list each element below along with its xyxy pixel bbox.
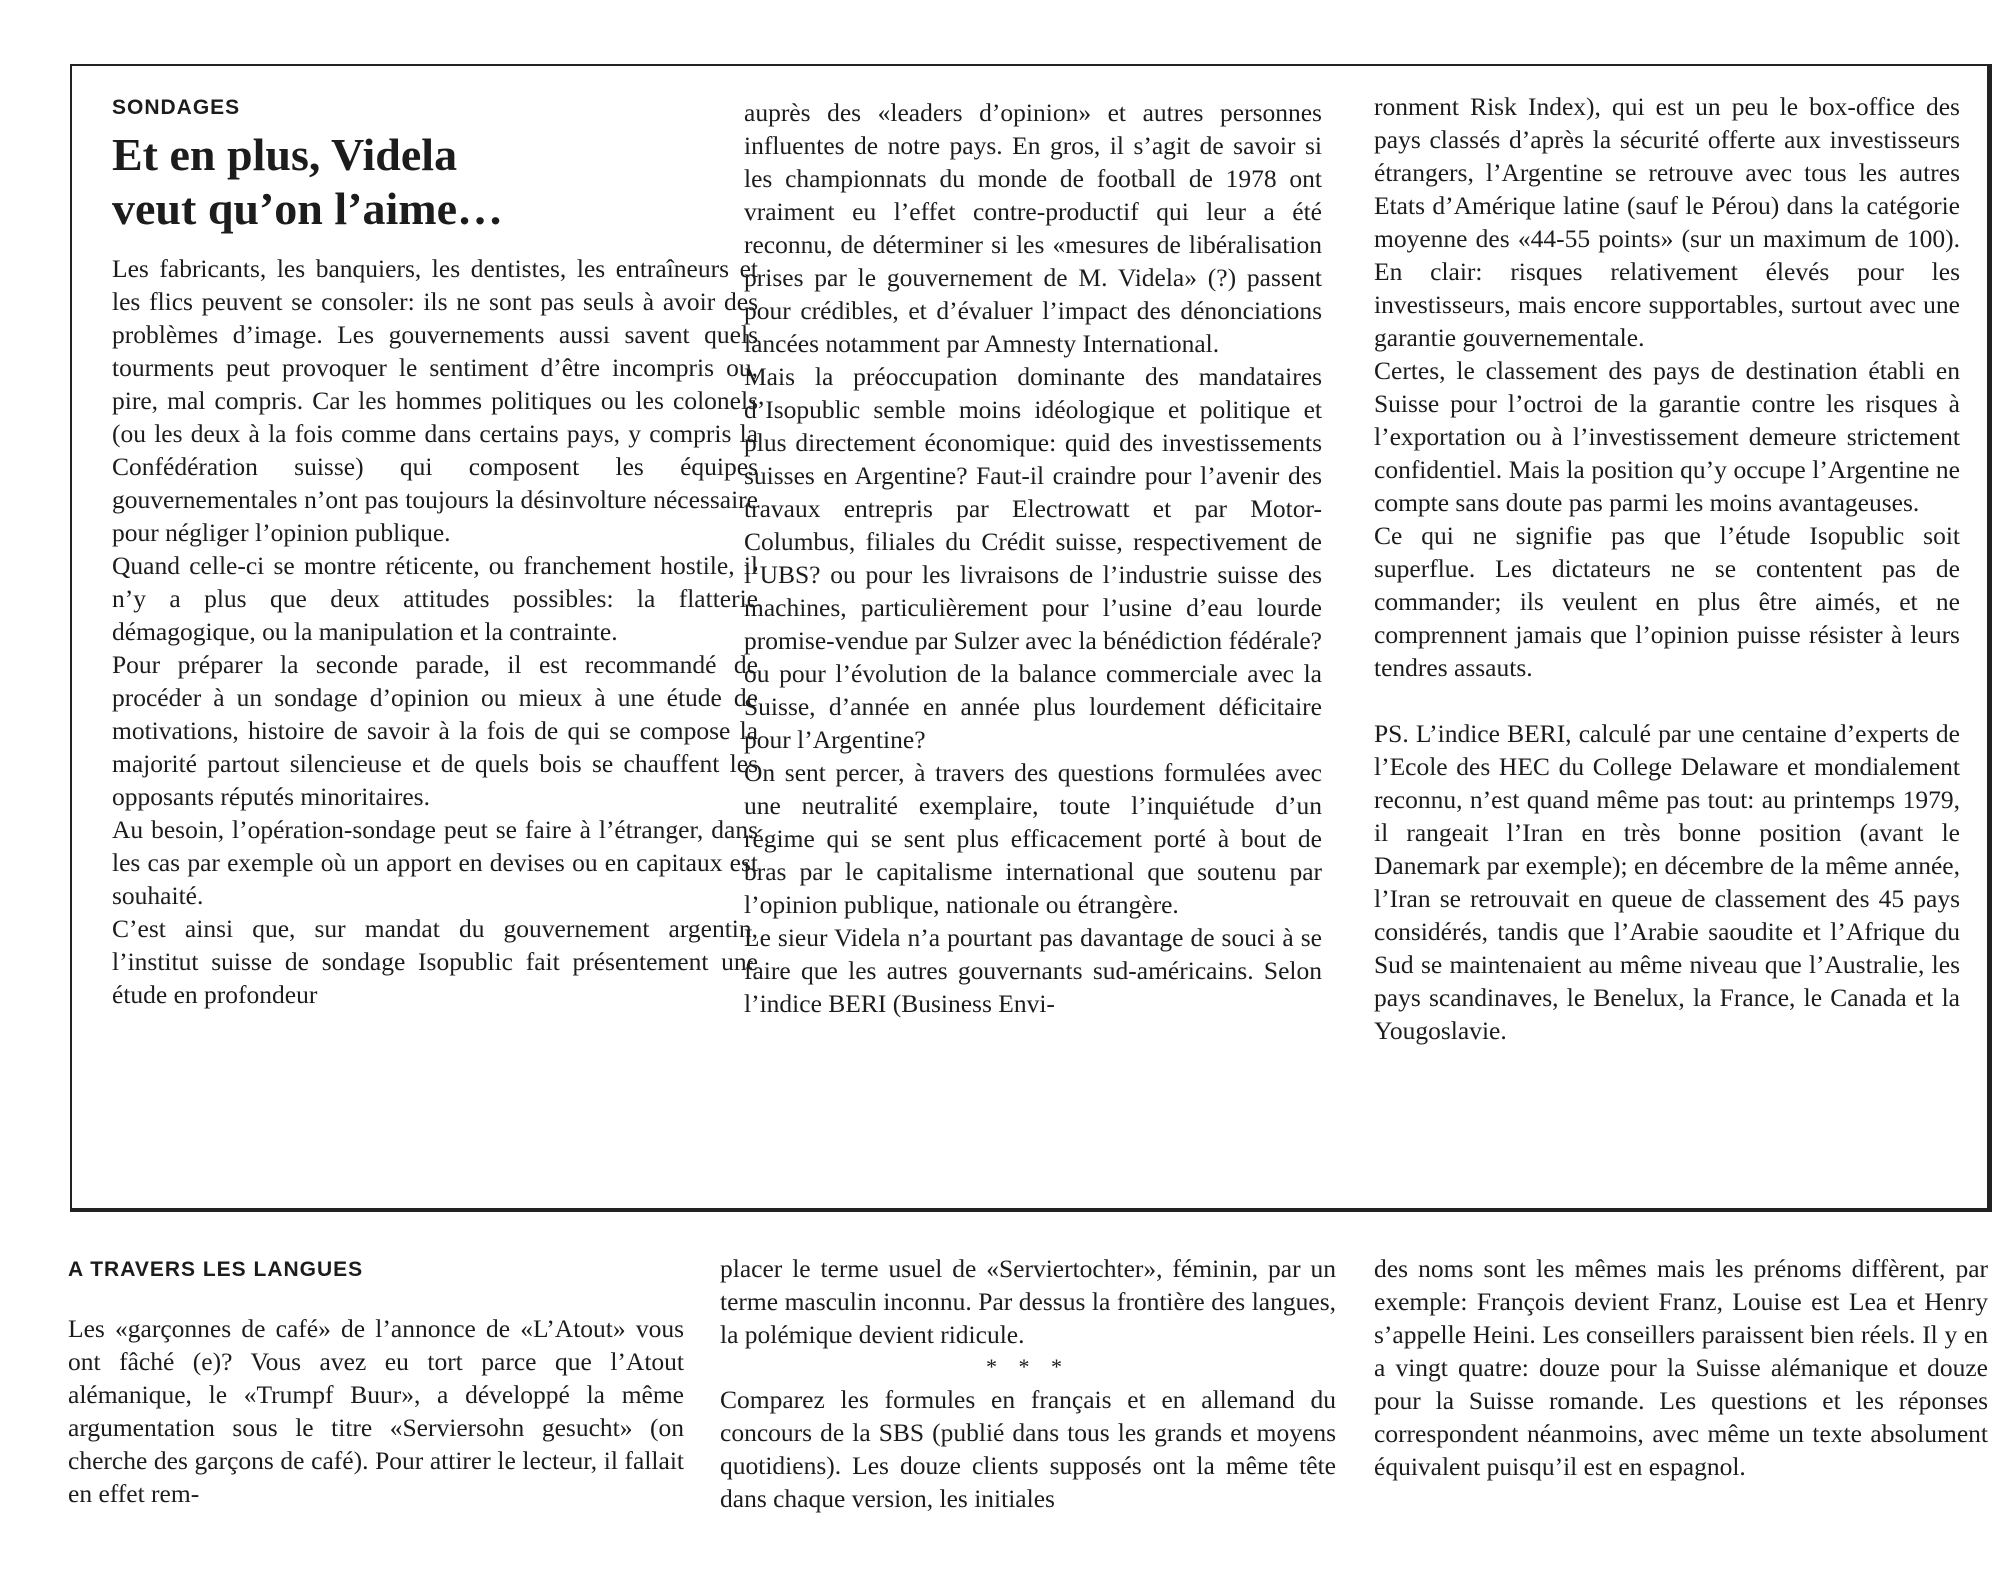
paragraph: des noms sont les mêmes mais les prénoms diffèrent, par exemple: François devient Franz, Louise est Lea et Henry s’appelle Heini. Les conseillers paraissent bien réels. Il y en a vingt quatre: douze pour la Suisse alémanique et douze pour la Suisse romande. Les questions et les réponses correspondent néanmoins, avec même un texte absolument équivalent puisqu’il est en espagnol.: [1374, 1254, 1988, 1481]
paragraph: placer le terme usuel de «Serviertochter», féminin, par un terme masculin inconnu. Par dessus la frontière des langues, la polémique devient ridicule.: [720, 1254, 1336, 1349]
lower-article-column-3: [1374, 1252, 1988, 1483]
paragraph: ronment Risk Index), qui est un peu le box-office des pays classés d’après la sécurité offerte aux investisseurs étrangers, l’Argentine se retrouve avec tous les autres Etats d’Amérique latine (sauf le Pérou) dans la catégorie moyenne des «44-55 points» (sur un maximum de 100). En clair: risques relativement élevés pour les investisseurs, mais encore supportables, surtout avec une garantie gouvernementale.: [1374, 92, 1960, 352]
boxed-article-sondages: [70, 64, 1992, 1212]
postscript-paragraph: PS. L’indice BERI, calculé par une centaine d’experts de l’Ecole des HEC du College Delaware et mondialement reconnu, n’est quand même pas tout: au printemps 1979, il rangeait l’Iran en très bonne position (avant le Danemark par exemple); en décembre de la même année, l’Iran se retrouvait en queue de classement des 45 pays considérés, tandis que l’Arabie saoudite et l’Afrique du Sud se maintenaient au même niveau que l’Australie, les pays scandinaves, le Benelux, la France, le Canada et la Yougoslavie.: [1374, 719, 1960, 1045]
paragraph: Le sieur Videla n’a pourtant pas davantage de souci à se faire que les autres gouvernants sud-américains. Selon l’indice BERI (Business Envi-: [744, 923, 1322, 1018]
headline-line-1: Et en plus, Videla: [112, 129, 458, 180]
paragraph: Au besoin, l’opération-sondage peut se faire à l’étranger, dans les cas par exemple où un apport en devises ou en capitaux est souhaité.: [112, 815, 758, 910]
paragraph: Pour préparer la seconde parade, il est recommandé de procéder à un sondage d’opinion ou mieux à une étude de motivations, histoire de savoir à la fois de qui se compose la majorité partout silencieuse et de quels bois se chauffent les opposants réputés minoritaires.: [112, 650, 758, 811]
paragraph: auprès des «leaders d’opinion» et autres personnes influentes de notre pays. En gros, il s’agit de savoir si les championnats du monde de football de 1978 ont vraiment eu l’effet contre-productif qui leur a été reconnu, de déterminer si les «mesures de libéralisation prises par le gouvernement de M. Videla» (?) passent pour crédibles, et d’évaluer l’impact des dénonciations lancées notamment par Amnesty International.: [744, 98, 1322, 358]
paragraph: Mais la préoccupation dominante des mandataires d’Isopublic semble moins idéologique et politique et plus directement économique: quid des investissements suisses en Argentine? Faut-il craindre pour l’avenir des travaux entrepris par Electrowatt et par Motor-Columbus, filiales du Crédit suisse, respectivement de l’UBS? ou pour les livraisons de l’industrie suisse des machines, particulièrement pour l’usine d’eau lourde promise-vendue par Sulzer avec la bénédiction fédérale? ou pour l’évolution de la balance commerciale avec la Suisse, d’année en année plus lourdement déficitaire pour l’Argentine?: [744, 362, 1322, 754]
section-separator: * * *: [986, 1354, 1070, 1379]
section-kicker: SONDAGES: [112, 96, 241, 119]
article-column-2: [744, 96, 1322, 1020]
paragraph: C’est ainsi que, sur mandat du gouvernement argentin, l’institut suisse de sondage Isopublic fait présentement une étude en profondeur: [112, 914, 758, 1009]
paragraph: Quand celle-ci se montre réticente, ou franchement hostile, il n’y a plus que deux attitudes possibles: la flatterie démagogique, ou la manipulation et la contrainte.: [112, 551, 758, 646]
paragraph: Comparez les formules en français et en allemand du concours de la SBS (publié dans tous les grands et moyens quotidiens). Les douze clients supposés ont la même tête dans chaque version, les initiales: [720, 1385, 1336, 1513]
paragraph: Les «garçonnes de café» de l’annonce de «L’Atout» vous ont fâché (e)? Vous avez eu tort parce que l’Atout alémanique, le «Trumpf Buur», a développé la même argumentation sous le titre «Serviersohn gesucht» (on cherche des garçons de café). Pour attirer le lecteur, il fallait en effet rem-: [68, 1314, 684, 1508]
lower-article-column-1: [68, 1258, 684, 1510]
article-column-1: [112, 96, 758, 1011]
paragraph: Ce qui ne signifie pas que l’étude Isopublic soit superflue. Les dictateurs ne se contentent pas de commander; ils veulent en plus être aimés, et ne comprennent jamais que l’opinion puisse résister à leurs tendres assauts.: [1374, 521, 1960, 682]
lower-article-column-2: [720, 1252, 1336, 1515]
headline-line-2: veut qu’on l’aime…: [112, 183, 503, 234]
headline: [112, 128, 758, 236]
article-column-3: [1374, 90, 1960, 1047]
paragraph: Les fabricants, les banquiers, les dentistes, les entraîneurs et les flics peuvent se consoler: ils ne sont pas seuls à avoir des problèmes d’image. Les gouvernements aussi savent quels tourments peut provoquer le sentiment d’être incompris ou, pire, mal compris. Car les hommes politiques ou les colonels (ou les deux à la fois comme dans certains pays, y compris la Confédération suisse) qui composent les équipes gouvernementales n’ont pas toujours la désinvolture nécessaire pour négliger l’opinion publique.: [112, 254, 758, 547]
paragraph: Certes, le classement des pays de destination établi en Suisse pour l’octroi de la garantie contre les risques à l’exportation ou à l’investissement demeure strictement confidentiel. Mais la position qu’y occupe l’Argentine ne compte sans doute pas parmi les moins avantageuses.: [1374, 356, 1960, 517]
paragraph: On sent percer, à travers des questions formulées avec une neutralité exemplaire, toute l’inquiétude d’un régime qui se sent plus efficacement porté à bout de bras par le capitalisme international que soutenu par l’opinion publique, nationale ou étrangère.: [744, 758, 1322, 919]
section-kicker: A TRAVERS LES LANGUES: [68, 1258, 364, 1281]
